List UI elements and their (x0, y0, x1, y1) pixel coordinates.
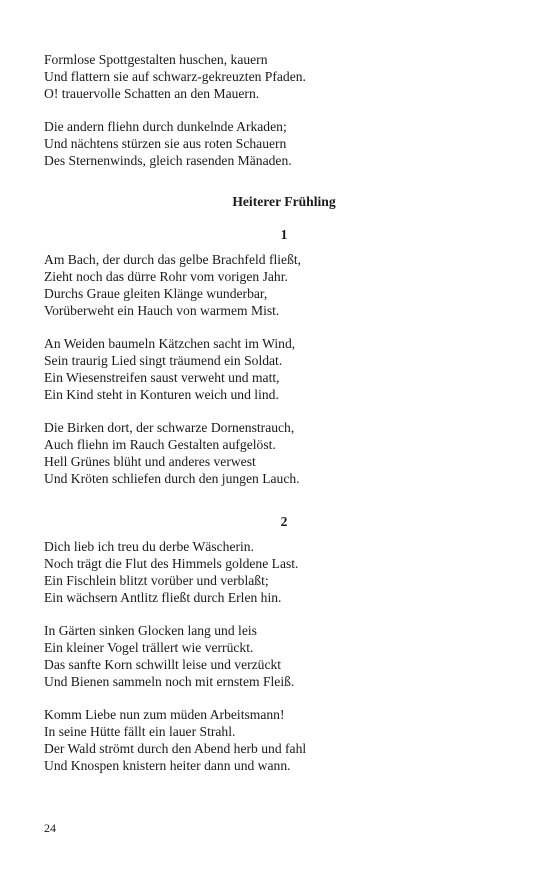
verse-line: In seine Hütte fällt ein lauer Strahl. (44, 724, 236, 739)
verse-line: Ein Wiesenstreifen saust verweht und matt, (44, 370, 280, 385)
verse-line: Ein wächsern Antlitz fließt durch Erlen hin. (44, 590, 282, 605)
verse-line: Und Knospen knistern heiter dann und wann. (44, 758, 291, 773)
verse-line: Des Sternenwinds, gleich rasenden Mänaden. (44, 153, 292, 168)
verse-line: Sein traurig Lied singt träumend ein Soldat. (44, 353, 283, 368)
verse-line: Die Birken dort, der schwarze Dornenstrauch, (44, 420, 295, 435)
section-number-2: 2 (280, 514, 288, 529)
section-1-stanza-2 (44, 335, 484, 403)
verse-line: In Gärten sinken Glocken lang und leis (44, 623, 257, 638)
verse-line: Vorüberweht ein Hauch von warmem Mist. (44, 303, 280, 318)
verse-line: Ein Kind steht in Konturen weich und lind. (44, 387, 279, 402)
verse-line: Zieht noch das dürre Rohr vom vorigen Jahr. (44, 269, 288, 284)
section-2-stanza-2 (44, 622, 484, 690)
section-number-1: 1 (280, 227, 288, 242)
verse-line: Und Kröten schliefen durch den jungen Lauch. (44, 471, 300, 486)
verse-line: Und Bienen sammeln noch mit ernstem Fleiß. (44, 674, 295, 689)
verse-line: An Weiden baumeln Kätzchen sacht im Wind, (44, 336, 296, 351)
verse-line: Das sanfte Korn schwillt leise und verzückt (44, 657, 282, 672)
page-number: 24 (44, 821, 56, 835)
verse-line: Und flattern sie auf schwarz-gekreuzten Pfaden. (44, 69, 306, 84)
poem-title: Heiterer Frühling (232, 194, 336, 209)
section-1-stanza-3 (44, 419, 484, 487)
verse-line: Ein Fischlein blitzt vorüber und verblaßt; (44, 573, 269, 588)
section-2-stanza-3 (44, 706, 484, 774)
section-2-stanza-1 (44, 538, 484, 606)
verse-line: Der Wald strömt durch den Abend herb und fahl (44, 741, 307, 756)
section-1-stanza-1 (44, 251, 484, 319)
preceding-stanza-1 (44, 51, 484, 102)
verse-line: Hell Grünes blüht und anderes verwest (44, 454, 256, 469)
verse-line: Die andern fliehn durch dunkelnde Arkaden; (44, 119, 287, 134)
verse-line: Dich lieb ich treu du derbe Wäscherin. (44, 539, 254, 554)
verse-line: Und nächtens stürzen sie aus roten Schauern (44, 136, 287, 151)
verse-line: Durchs Graue gleiten Klänge wunderbar, (44, 286, 268, 301)
verse-line: Auch fliehn im Rauch Gestalten aufgelöst. (44, 437, 276, 452)
page-body (44, 51, 484, 790)
verse-line: Formlose Spottgestalten huschen, kauern (44, 52, 268, 67)
verse-line: Am Bach, der durch das gelbe Brachfeld fließt, (44, 252, 302, 267)
verse-line: Komm Liebe nun zum müden Arbeitsmann! (44, 707, 285, 722)
verse-line: Ein kleiner Vogel trällert wie verrückt. (44, 640, 254, 655)
preceding-stanza-2 (44, 118, 484, 169)
verse-line: O! trauervolle Schatten an den Mauern. (44, 86, 260, 101)
verse-line: Noch trägt die Flut des Himmels goldene Last. (44, 556, 299, 571)
